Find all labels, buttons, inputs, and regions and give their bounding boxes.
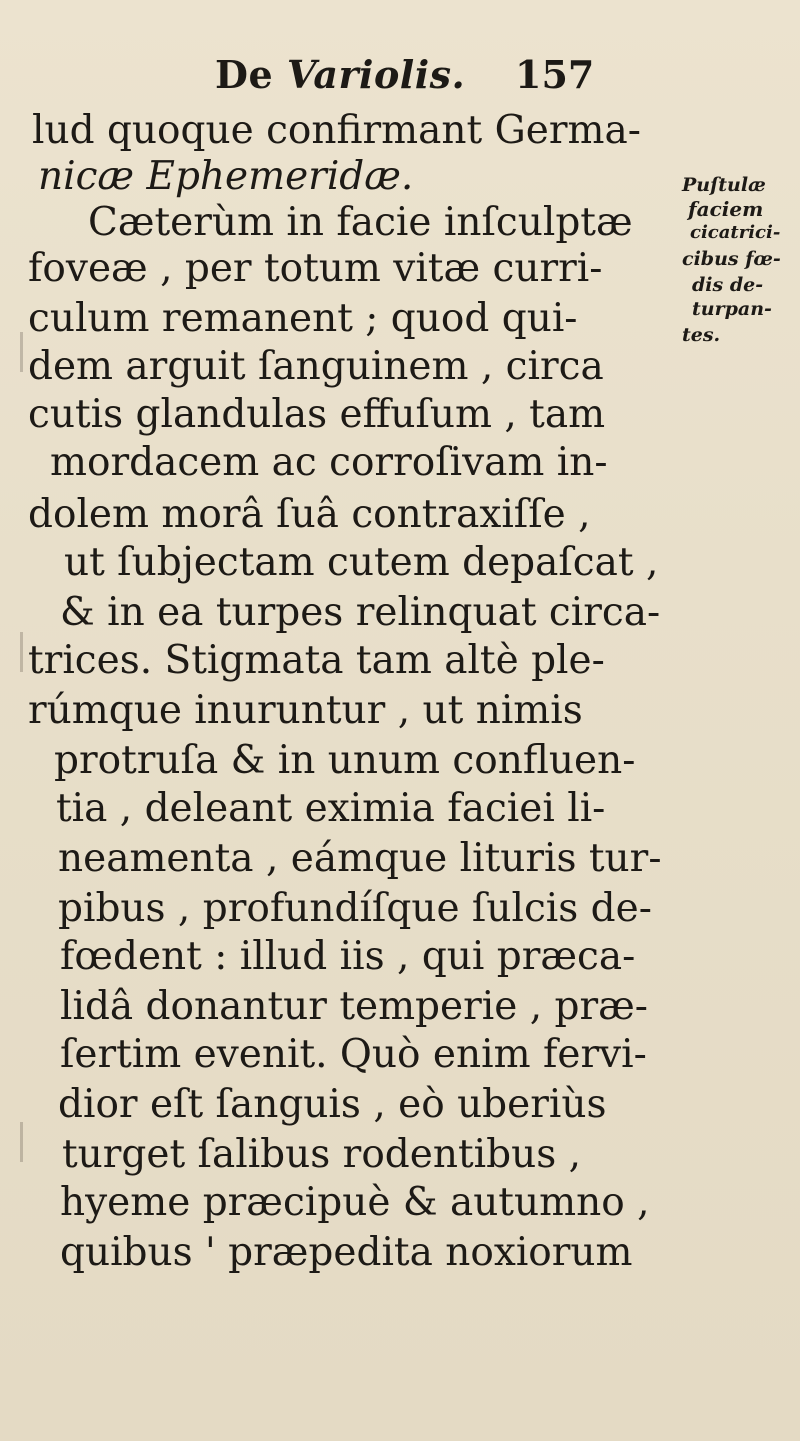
- text-line: tia , deleant eximia faciei li-: [56, 786, 606, 831]
- text-line: rúmque inuruntur , ut nimis: [28, 688, 583, 733]
- text-line: dior eſt ſanguis , eò uberiùs: [58, 1082, 607, 1127]
- text-line: nicæ Ephemeridæ.: [38, 154, 414, 199]
- running-title-italic: Variolis.: [286, 52, 466, 97]
- margin-note-line: cicatrici-: [690, 222, 781, 243]
- text-line: dolem morâ ſuâ contraxiſſe ,: [28, 492, 591, 537]
- running-title-prefix: De: [215, 52, 274, 97]
- text-line: turget ſalibus rodentibus ,: [62, 1132, 581, 1177]
- margin-mark: [20, 632, 23, 672]
- text-line: quibus ' præpedita noxiorum: [60, 1230, 633, 1275]
- text-line: Cæterùm in facie inſculptæ: [88, 200, 633, 245]
- margin-note-line: Puſtulæ: [682, 174, 766, 196]
- text-line: dem arguit ſanguinem , circa: [28, 344, 604, 389]
- text-line: fœdent : illud iis , qui præca-: [60, 934, 636, 979]
- margin-note-line: turpan-: [692, 298, 772, 320]
- text-line: mordacem ac corroſivam in-: [50, 440, 608, 485]
- margin-note-line: dis de-: [692, 274, 764, 296]
- text-line: protruſa & in unum confluen-: [54, 738, 636, 783]
- margin-note-line: tes.: [682, 324, 721, 346]
- text-line: neamenta , eámque lituris tur-: [58, 836, 662, 881]
- margin-note-line: faciem: [688, 197, 764, 221]
- text-line: hyeme præcipuè & autumno ,: [60, 1180, 650, 1225]
- margin-mark: [20, 1122, 23, 1162]
- text-line: ut ſubjectam cutem depaſcat ,: [64, 540, 659, 585]
- margin-mark: [20, 332, 23, 372]
- text-line: culum remanent ; quod qui-: [28, 296, 578, 341]
- margin-note-line: cibus fœ-: [682, 248, 781, 270]
- text-line: cutis glandulas effuſum , tam: [28, 392, 606, 437]
- text-line: pibus , profundíſque ſulcis de-: [58, 886, 652, 931]
- text-line: lud quoque confirmant Germa-: [32, 108, 641, 153]
- page-header: [0, 52, 800, 100]
- page-number: 157: [515, 52, 595, 97]
- text-line: trices. Stigmata tam altè ple-: [28, 638, 605, 683]
- text-line: lidâ donantur temperie , præ-: [60, 984, 648, 1029]
- text-line: ſertim evenit. Quò enim fervi-: [60, 1032, 647, 1077]
- text-line: & in ea turpes relinquat circa-: [60, 590, 661, 635]
- running-title: [215, 52, 465, 97]
- text-line: foveæ , per totum vitæ curri-: [28, 246, 603, 291]
